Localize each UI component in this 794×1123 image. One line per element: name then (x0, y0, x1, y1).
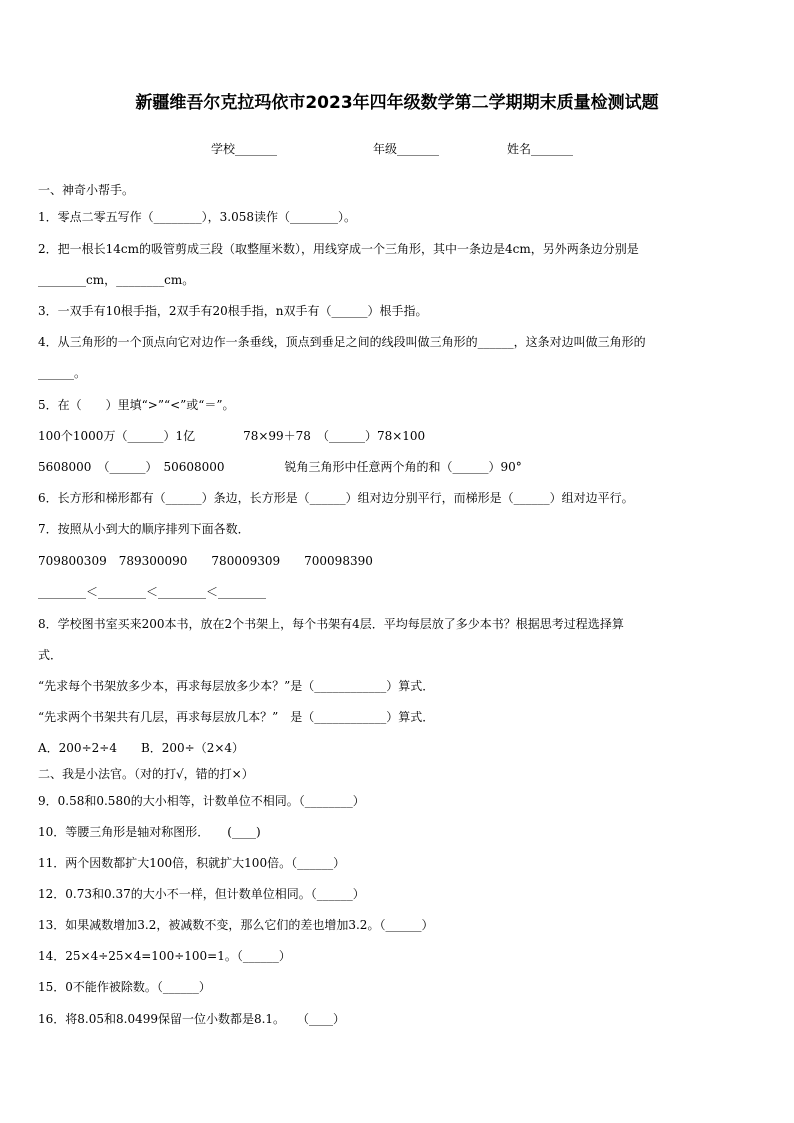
question-7-answer: ________＜________＜________＜________ (38, 585, 267, 599)
question-12: 12．0.73和0.37的大小不一样，但计数单位相同。（______） (38, 887, 365, 901)
question-7: 7．按照从小到大的顺序排列下面各数． (38, 522, 250, 536)
question-5: 5．在（ ）里填“>”“<”或“＝”。 (38, 398, 235, 412)
question-11: 11．两个因数都扩大100倍，积就扩大100倍。（______） (38, 856, 346, 870)
question-15: 15．0不能作被除数。（______） (38, 980, 211, 994)
question-4-cont: ______。 (38, 366, 87, 380)
question-3: 3．一双手有10根手指，2双手有20根手指，n双手有（______）根手指。 (38, 304, 428, 318)
question-10: 10．等腰三角形是轴对称图形． (____) (38, 825, 261, 839)
question-14: 14．25×4÷25×4=100÷100=1。（______） (38, 949, 291, 963)
question-5-row-1: 100个1000万（______）1亿 78×99＋78 （______）78×100 (38, 429, 426, 443)
question-6: 6．长方形和梯形都有（______）条边，长方形是（______）组对边分别平行，而梯形是（______）组对边平行。 (38, 491, 634, 505)
name-field[interactable]: 姓名_______ (507, 142, 574, 156)
question-4: 4．从三角形的一个顶点向它对边作一条垂线，顶点到垂足之间的线段叫做三角形的______，这条对边叫做三角形的 (38, 335, 646, 349)
section-heading-1: 一、神奇小帮手。 (38, 183, 135, 197)
question-8-option-2: “先求两个书架共有几层，再求每层放几本？” 是（____________）算式． (38, 710, 435, 724)
question-7-numbers: 709800309 789300090 780009309 700098390 (38, 554, 373, 568)
grade-field[interactable]: 年级_______ (373, 142, 440, 156)
page-title: 新疆维吾尔克拉玛依市2023年四年级数学第二学期期末质量检测试题 (135, 93, 659, 113)
question-16: 16．将8.05和8.0499保留一位小数都是8.1。 （____） (38, 1012, 346, 1026)
section-heading-2: 二、我是小法官。（对的打√，错的打×） (38, 767, 254, 781)
question-2: 2．把一根长14cm的吸管剪成三段（取整厘米数），用线穿成一个三角形，其中一条边是4cm，另外两条边分别是 (38, 242, 639, 256)
question-2-cont: ________cm，________cm。 (38, 273, 195, 287)
question-8-cont: 式． (38, 648, 63, 662)
question-13: 13．如果减数增加3.2，被减数不变，那么它们的差也增加3.2。（______） (38, 918, 434, 932)
question-1: 1．零点二零五写作（________），3.058读作（________）。 (38, 210, 356, 224)
question-9: 9．0.58和0.580的大小相等，计数单位不相同。（________） (38, 794, 365, 808)
school-field[interactable]: 学校_______ (211, 142, 278, 156)
question-8-choices: A．200÷2÷4 B．200÷（2×4） (38, 741, 245, 755)
question-8: 8．学校图书室买来200本书，放在2个书架上，每个书架有4层．平均每层放了多少本书？根据思考过程选择算 (38, 617, 624, 631)
question-5-row-2: 5608000 （______） 50608000 锐角三角形中任意两个角的和（______）90° (38, 460, 522, 474)
question-8-option-1: “先求每个书架放多少本，再求每层放多少本？”是（____________）算式． (38, 679, 435, 693)
